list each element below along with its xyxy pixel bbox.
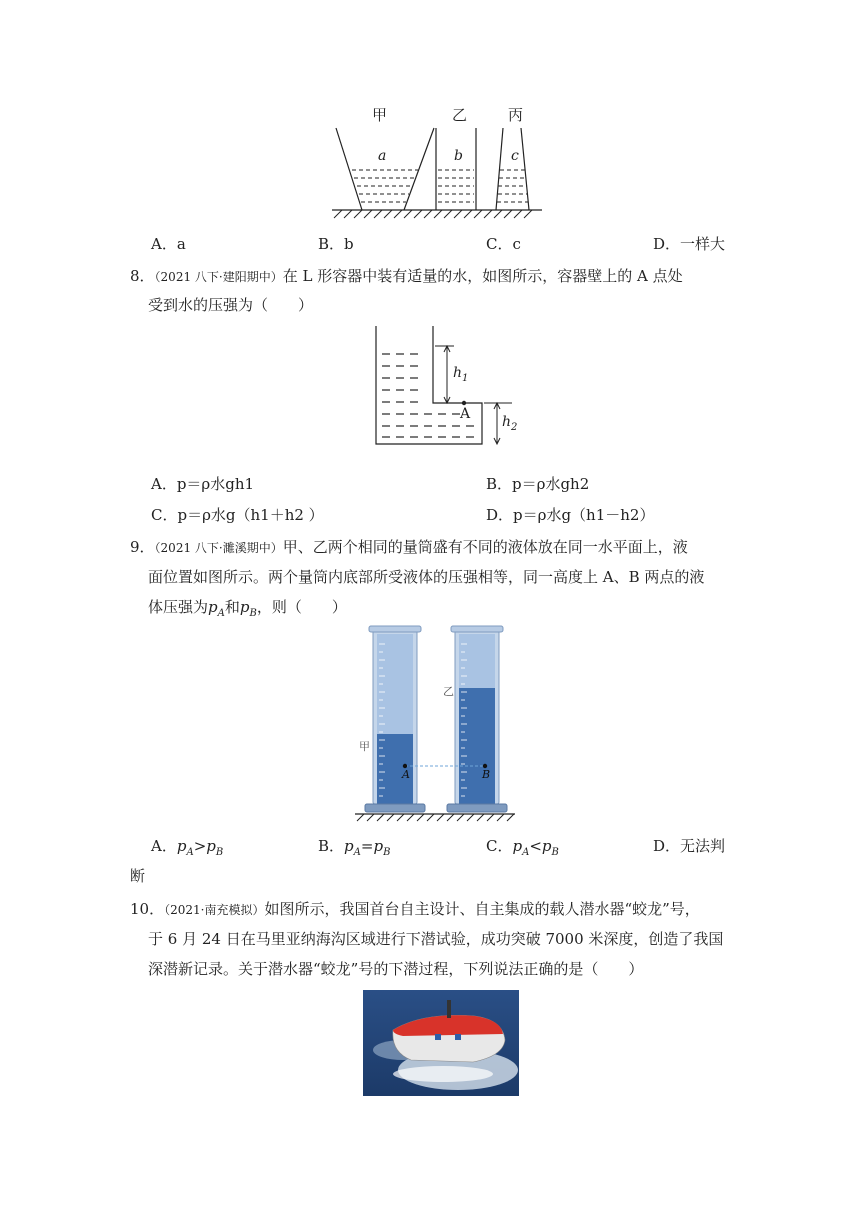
q8-option-a[interactable]: A．p＝ρ水gh1	[151, 475, 255, 493]
q9-stem-line1	[130, 537, 688, 558]
q9-point-a: A	[402, 768, 410, 781]
q9-option-a[interactable]: A．$p_A>p_B$	[151, 837, 224, 858]
q7-label-bing: 丙	[508, 106, 524, 124]
q10-number: 10．	[130, 900, 165, 918]
q10-stem-line2: 于 6 月 24 日在马里亚纳海沟区域进行下潜试验，成功突破 7000 米深度，创造了我国	[148, 930, 724, 948]
q8-stem-line2: 受到水的压强为（ ）	[148, 296, 314, 314]
q9-option-d-continued: 断	[130, 867, 146, 885]
q8-source: （2021 八下·建阳期中）	[154, 270, 283, 284]
q8-number: 8．	[130, 267, 155, 285]
q9-stem-line2: 面位置如图所示。两个量筒内底部所受液体的压强相等，同一高度上 A、B 两点的液	[148, 568, 705, 586]
q10-stem-line1	[130, 899, 700, 920]
q9-stem-line3: 体压强为$p_A$和$p_B$，则（ ）	[148, 598, 347, 619]
q9-text-1: 甲、乙两个相同的量筒盛有不同的液体放在同一水平面上，液	[282, 538, 688, 556]
q9-source: （2021 八下·濉溪期中）	[154, 541, 283, 555]
q7-label-yi: 乙	[452, 106, 468, 124]
q9-option-d[interactable]: D．无法判	[653, 837, 726, 855]
q9-label-yi: 乙	[443, 685, 454, 698]
q9-number: 9．	[130, 538, 155, 556]
q7-liquid-b: b	[454, 148, 463, 164]
q10-stem-line3: 深潜新记录。关于潜水器“蛟龙”号的下潜过程，下列说法正确的是（ ）	[148, 960, 644, 978]
q8-text-1: 在 L 形容器中装有适量的水，如图所示，容器壁上的 A 点处	[282, 267, 683, 285]
q8-option-d[interactable]: D．p＝ρ水g（h1－h2）	[486, 506, 655, 524]
q8-h1-label: $h_1$	[453, 365, 469, 384]
q7-option-d[interactable]: D．一样大	[653, 235, 726, 253]
q10-text-1: 如图所示，我国首台自主设计、自主集成的载人潜水器“蛟龙”号，	[264, 900, 700, 918]
q8-option-b[interactable]: B．p＝ρ水gh2	[486, 475, 590, 493]
q9-point-b: B	[482, 768, 491, 781]
q10-submersible-photo	[363, 990, 519, 1096]
q8-point-a: A	[460, 406, 471, 422]
q7-option-b[interactable]: B．b	[318, 235, 354, 253]
q8-figure	[372, 324, 522, 449]
q8-h2-label: $h_2$	[502, 414, 518, 433]
q7-liquid-a: a	[378, 148, 387, 164]
q8-option-c[interactable]: C．p＝ρ水g（h1＋h2 ）	[151, 506, 324, 524]
q7-option-c[interactable]: C．c	[486, 235, 521, 253]
q7-option-a[interactable]: A．a	[151, 235, 186, 253]
q9-option-c[interactable]: C．$p_A<p_B$	[486, 837, 559, 858]
q10-source: （2021·南充模拟）	[164, 903, 265, 917]
q9-label-jia: 甲	[359, 740, 370, 753]
q8-stem-line1	[130, 266, 683, 287]
q9-option-b[interactable]: B．$p_A=p_B$	[318, 837, 391, 858]
q7-liquid-c: c	[511, 148, 519, 164]
q7-label-jia: 甲	[372, 106, 388, 124]
q9-figure	[355, 624, 520, 824]
